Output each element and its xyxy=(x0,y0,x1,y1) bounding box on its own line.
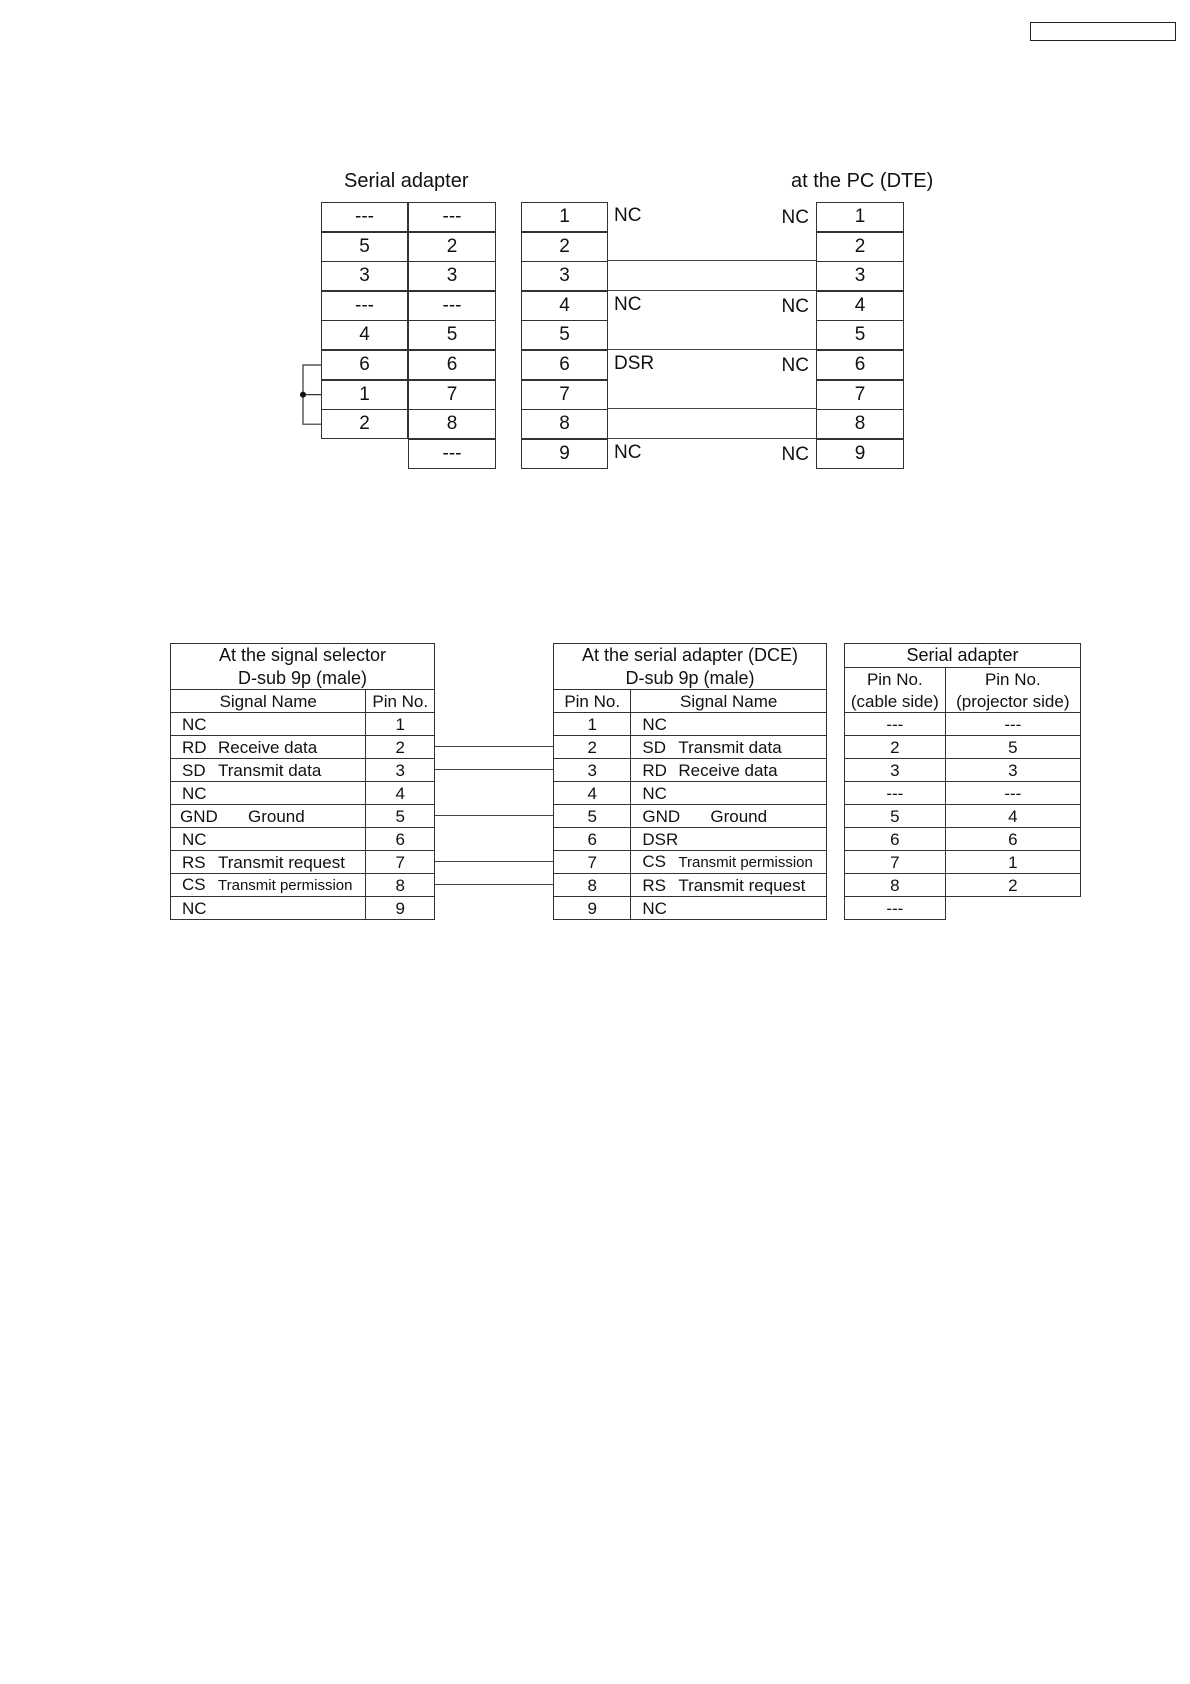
pin-cell: 9 xyxy=(554,897,631,920)
adapter-cell: 3 xyxy=(321,261,408,291)
adapter-pin-cell: --- xyxy=(845,782,946,805)
adapter-cell: --- xyxy=(408,439,496,469)
dce-pin-cell: 7 xyxy=(521,380,608,410)
selector-subtitle: D-sub 9p (male) xyxy=(171,667,435,690)
pin-cell: 3 xyxy=(366,759,435,782)
pin-cell: 3 xyxy=(554,759,631,782)
adapter-pin-cell: 4 xyxy=(945,805,1080,828)
adapter-pin-cell: --- xyxy=(845,713,946,736)
adapter-pin-cell: 2 xyxy=(945,874,1080,897)
pc-pin-cell: 3 xyxy=(816,261,904,291)
signal-abbr: RD xyxy=(642,760,667,780)
adapter-pin-cell: 7 xyxy=(845,851,946,874)
junction-dot xyxy=(300,392,306,398)
signal-abbr: RD xyxy=(182,737,207,757)
adapter-cell: --- xyxy=(321,202,408,232)
adapter-cell: 3 xyxy=(408,261,496,291)
adapter-col1-line1: Pin No. xyxy=(845,668,946,691)
signal-desc: Transmit request xyxy=(678,875,806,895)
adapter-col2-line2: (projector side) xyxy=(945,690,1080,713)
adapter-col2-line1: Pin No. xyxy=(945,668,1080,691)
pin-cell: 1 xyxy=(554,713,631,736)
pin-cell: 8 xyxy=(366,874,435,897)
pin-cell: 5 xyxy=(554,805,631,828)
dce-col-signal: Signal Name xyxy=(631,690,827,713)
pin-cell: 4 xyxy=(366,782,435,805)
dce-signal-label: DSR xyxy=(614,353,655,374)
dce-title: At the serial adapter (DCE) xyxy=(554,644,827,668)
adapter-pin-cell: 2 xyxy=(845,736,946,759)
adapter-pin-cell: 6 xyxy=(945,828,1080,851)
signal-abbr: NC xyxy=(182,783,207,803)
signal-abbr: NC xyxy=(642,898,667,918)
adapter-cell: --- xyxy=(408,202,496,232)
dce-subtitle: D-sub 9p (male) xyxy=(554,667,827,690)
dce-pin-cell: 3 xyxy=(521,261,608,291)
adapter-cell: 5 xyxy=(321,232,408,262)
pc-pin-cell: 5 xyxy=(816,320,904,350)
signal-desc: Transmit permission xyxy=(678,854,813,871)
adapter-cell: 8 xyxy=(408,409,496,439)
adapter-title: Serial adapter xyxy=(845,644,1081,668)
signal-desc: Receive data xyxy=(678,760,778,780)
pin-cell: 1 xyxy=(366,713,435,736)
dce-pin-cell: 5 xyxy=(521,320,608,350)
signal-desc: Transmit data xyxy=(678,737,782,757)
adapter-cell: 6 xyxy=(321,350,408,380)
pin-cell: 2 xyxy=(554,736,631,759)
dce-pin-cell: 1 xyxy=(521,202,608,232)
pin-cell: 6 xyxy=(554,828,631,851)
selector-title: At the signal selector xyxy=(171,644,435,668)
signal-abbr: RS xyxy=(642,875,666,895)
signal-desc: Ground xyxy=(710,806,768,826)
dce-pin-cell: 6 xyxy=(521,350,608,380)
adapter-cell: 4 xyxy=(321,320,408,350)
signal-desc: Transmit permission xyxy=(218,877,353,894)
signal-desc: Receive data xyxy=(218,737,318,757)
pc-pin-cell: 8 xyxy=(816,409,904,439)
signal-abbr: NC xyxy=(182,898,207,918)
signal-abbr: NC xyxy=(182,829,207,849)
dce-pin-cell: 8 xyxy=(521,409,608,439)
pin-cell: 5 xyxy=(366,805,435,828)
signal-abbr: NC xyxy=(642,783,667,803)
dce-pin-cell: 9 xyxy=(521,439,608,469)
signal-abbr: NC xyxy=(642,714,667,734)
adapter-cell: 1 xyxy=(321,380,408,410)
pc-pin-cell: 2 xyxy=(816,232,904,262)
adapter-pin-cell: 8 xyxy=(845,874,946,897)
diagram2-wiring xyxy=(0,600,1190,960)
dce-signal-label: NC xyxy=(614,442,642,463)
pin-cell: 8 xyxy=(554,874,631,897)
adapter-cell: --- xyxy=(321,291,408,321)
pc-pin-cell: 7 xyxy=(816,380,904,410)
dce-pin-cell: 4 xyxy=(521,291,608,321)
pc-signal-label: NC xyxy=(781,444,809,465)
adapter-pin-cell: 6 xyxy=(845,828,946,851)
signal-desc: Transmit data xyxy=(218,760,322,780)
signal-abbr: SD xyxy=(182,760,206,780)
adapter-pin-cell: 5 xyxy=(945,736,1080,759)
diagram1-wiring xyxy=(0,0,1190,500)
pin-cell: 4 xyxy=(554,782,631,805)
pc-signal-label: NC xyxy=(781,207,809,228)
pc-pin-cell: 4 xyxy=(816,291,904,321)
adapter-pin-cell: 3 xyxy=(945,759,1080,782)
adapter-cell: 2 xyxy=(321,409,408,439)
signal-abbr: CS xyxy=(182,875,206,894)
dce-signal-label: NC xyxy=(614,205,642,226)
pin-cell: 7 xyxy=(554,851,631,874)
selector-col-signal: Signal Name xyxy=(171,690,366,713)
adapter-cell: 5 xyxy=(408,320,496,350)
serial-adapter-title: Serial adapter xyxy=(344,170,469,192)
adapter-pin-cell: 5 xyxy=(845,805,946,828)
signal-abbr: DSR xyxy=(642,829,679,849)
signal-abbr: GND xyxy=(642,806,681,826)
adapter-pin-cell: 3 xyxy=(845,759,946,782)
adapter-pin-cell: --- xyxy=(945,782,1080,805)
signal-desc: Transmit request xyxy=(218,852,345,872)
adapter-col1-line2: (cable side) xyxy=(845,690,946,713)
dce-pin-cell: 2 xyxy=(521,232,608,262)
adapter-cell: 6 xyxy=(408,350,496,380)
pc-pin-cell: 9 xyxy=(816,439,904,469)
adapter-pin-cell: 1 xyxy=(945,851,1080,874)
signal-abbr: GND xyxy=(180,806,218,826)
adapter-pin-cell: --- xyxy=(845,897,946,920)
pin-cell: 9 xyxy=(366,897,435,920)
signal-desc: Ground xyxy=(248,806,305,826)
pc-signal-label: NC xyxy=(781,355,809,376)
pc-pin-cell: 1 xyxy=(816,202,904,232)
signal-abbr: RS xyxy=(182,852,206,872)
pin-cell: 7 xyxy=(366,851,435,874)
adapter-cell: --- xyxy=(408,291,496,321)
signal-abbr: CS xyxy=(642,852,666,871)
signal-abbr: NC xyxy=(182,714,207,734)
selector-col-pin: Pin No. xyxy=(366,690,435,713)
adapter-pin-cell: --- xyxy=(945,713,1080,736)
pc-pin-cell: 6 xyxy=(816,350,904,380)
dce-col-pin: Pin No. xyxy=(554,690,631,713)
pin-cell: 6 xyxy=(366,828,435,851)
pc-dte-title: at the PC (DTE) xyxy=(791,170,934,192)
pin-cell: 2 xyxy=(366,736,435,759)
pc-signal-label: NC xyxy=(781,296,809,317)
signal-abbr: SD xyxy=(642,737,666,757)
adapter-cell: 2 xyxy=(408,232,496,262)
adapter-cell: 7 xyxy=(408,380,496,410)
dce-signal-label: NC xyxy=(614,294,642,315)
